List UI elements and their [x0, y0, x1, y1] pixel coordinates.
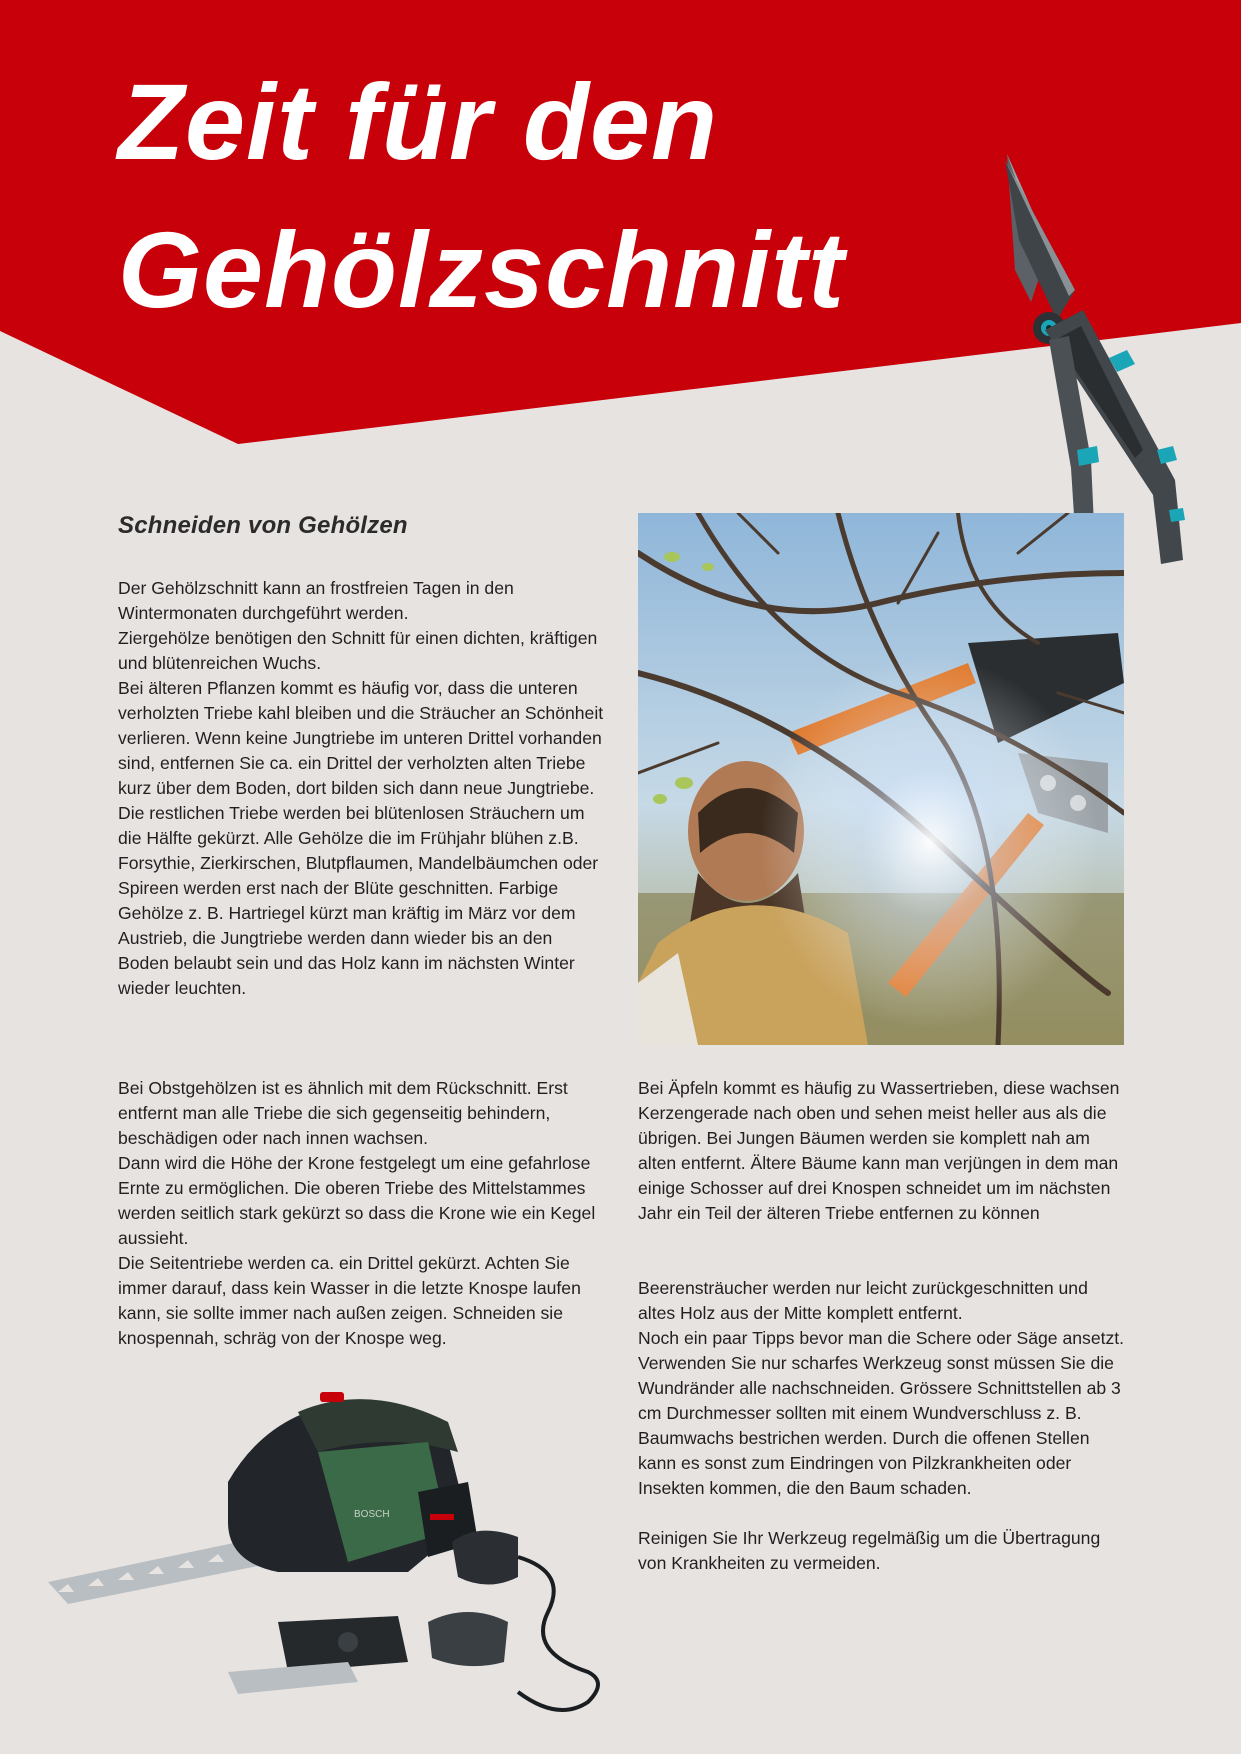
paragraph-apples: Bei Äpfeln kommt es häufig zu Wassertrieben, diese wachsen Kerzengerade nach oben und sehen meist heller aus als die übrigen. Bei Jungen Bäumen werden sie komplett nah am alten entfernt. Ältere Bäume kann man verjüngen in dem man einige Schosser auf drei Knospen schneidet um im nächsten Jahr ein Teil der älteren Triebe entfernen zu können: [638, 1078, 1120, 1223]
paragraph-berries-tips: Beerensträucher werden nur leicht zurückgeschnitten und altes Holz aus der Mitte komplett entfernt. Noch ein paar Tipps bevor man die Schere oder Säge ansetzt. Verwenden Sie nur scharfes Werkzeug sonst müssen Sie die Wundränder alle nachschneiden. Grössere Schnittstellen ab 3 cm Durchmesser sollten mit einem Wundverschluss z. B. Baumwachs bestrichen werden. Durch die offenen Stellen kann es sonst zum Eindringen von Pilzkrankheiten oder Insekten kommen, die den Baum schaden.: [638, 1278, 1125, 1498]
paragraph-ornamental-pruning: Der Gehölzschnitt kann an frostfreien Tagen in den Wintermonaten durchgeführt werden. Ziergehölze benötigen den Schnitt für einen dichten, kräftigen und blütenreichen Wuchs. Bei älteren Pflanzen kommt es häufig vor, dass die unteren verholzten Triebe kahl bleiben und die Sträucher an Schönheit verlieren. Wenn keine Jungtriebe im unteren Drittel vorhanden sind, entfernen Sie ca. ein Drittel der verholzten alten Triebe kurz über dem Boden, dort bilden sich dann neue Jungtriebe. Die restlichen Triebe werden bei blütenlosen Sträuchern um die Hälfte gekürzt. Alle Gehölze die im Frühjahr blühen z.B. Forsythie, Zierkirschen, Blutpflaumen, Mandelbäumchen oder Spireen werden erst nach der Blüte geschnitten. Farbige Gehölze z. B. Hartriegel kürzt man kräftig im März vor dem Austrieb, die Jungtriebe werden dann wieder bis an den Boden belaubt sein und das Holz kann im nächsten Winter wieder leuchten.: [118, 578, 604, 998]
trimmer-logo-text: BOSCH: [354, 1509, 390, 1520]
page-title: [118, 48, 845, 344]
cordless-shrub-shear-icon: [48, 1372, 618, 1742]
paragraph-clean-tools: Reinigen Sie Ihr Werkzeug regelmäßig um die Übertragung von Krankheiten zu vermeiden.: [638, 1528, 1101, 1573]
title-line-1: Zeit für den: [118, 61, 718, 182]
title-line-2: Gehölzschnitt: [118, 209, 846, 330]
paragraph-fruit-trees: Bei Obstgehölzen ist es ähnlich mit dem Rückschnitt. Erst entfernt man alle Triebe die sich gegenseitig behindern, beschädigen oder nach innen wachsen. Dann wird die Höhe der Krone festgelegt um eine gefahrlose Ernte zu ermöglichen. Die oberen Triebe des Mittelstammes werden seitlich stark gekürzt so dass die Krone wie ein Kegel aussieht. Die Seitentriebe werden ca. ein Drittel gekürzt. Achten Sie immer darauf, dass kein Wasser in die letzte Knospe laufen kann, sie sollte immer nach außen zeigen. Schneiden sie knospennah, schräg von der Knospe weg.: [118, 1078, 596, 1348]
pruning-photo: [638, 513, 1124, 1045]
section-heading: Schneiden von Gehölzen: [118, 512, 408, 539]
